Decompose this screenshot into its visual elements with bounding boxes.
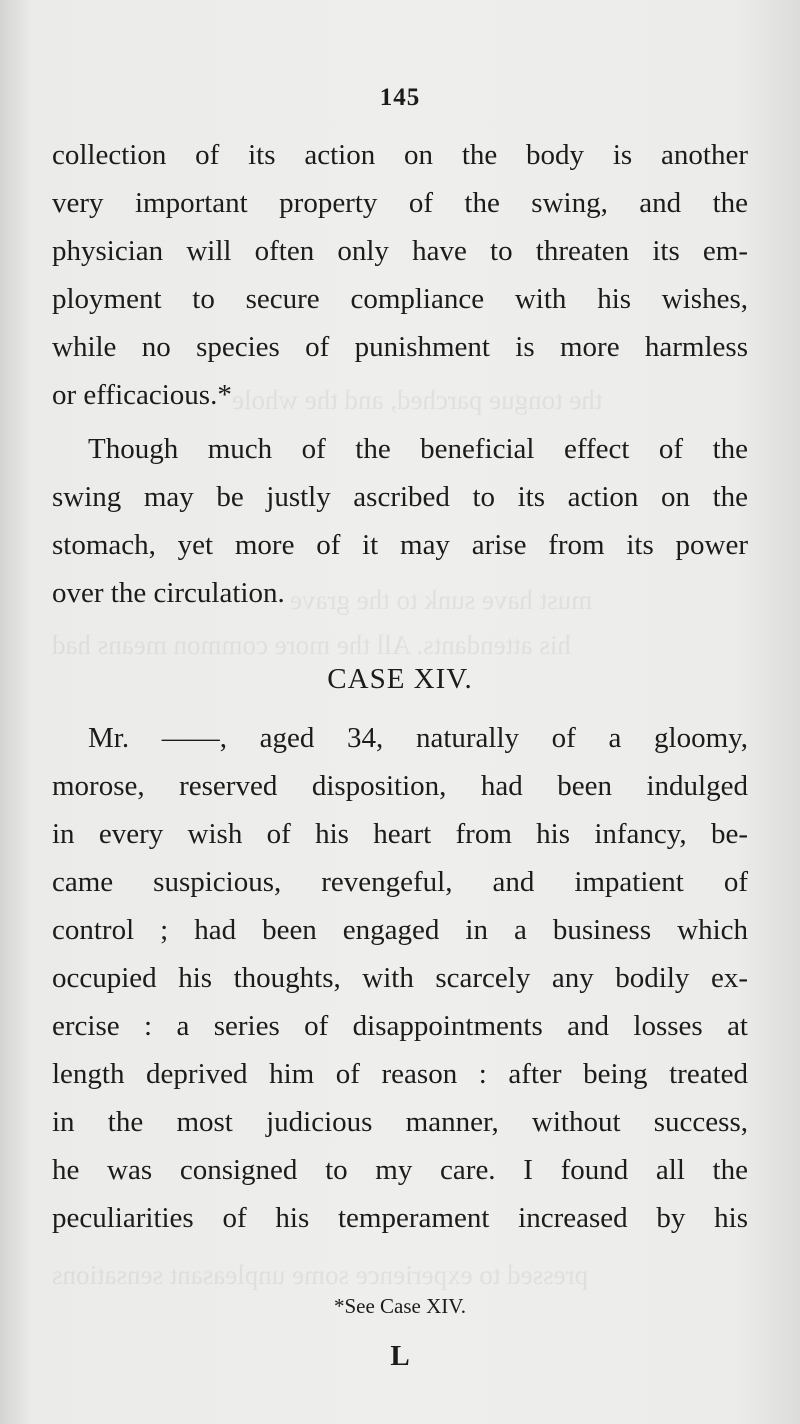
case-heading: CASE XIV. <box>327 663 473 695</box>
text-line: morose, reserved disposition, had been indulged <box>52 770 748 802</box>
paragraph-3 <box>52 714 748 1242</box>
text-line: length deprived him of reason : after being treated <box>52 1058 748 1090</box>
paragraph-2 <box>52 425 748 617</box>
text-line: in the most judicious manner, without success, <box>52 1106 748 1138</box>
bleed-through-text: his attendants. All the more common means had <box>52 630 571 660</box>
text-line: ployment to secure compliance with his wishes, <box>52 283 748 315</box>
text-line: swing may be justly ascribed to its action on the <box>52 481 748 513</box>
bleed-through-text: the tongue parched, and the whole <box>232 385 603 415</box>
text-line: came suspicious, revengeful, and impatient of <box>52 866 748 898</box>
text-line: in every wish of his heart from his infancy, be- <box>52 818 748 850</box>
text-line: very important property of the swing, and the <box>52 187 748 219</box>
text-line: Mr. ——, aged 34, naturally of a gloomy, <box>88 722 748 754</box>
footnote: *See Case XIV. <box>333 1294 466 1318</box>
text-line: occupied his thoughts, with scarcely any bodily ex- <box>52 962 748 994</box>
text-line: stomach, yet more of it may arise from its power <box>52 529 748 561</box>
text-line: over the circulation. <box>52 577 285 609</box>
text-line: peculiarities of his temperament increased by his <box>52 1202 748 1234</box>
text-line: while no species of punishment is more harmless <box>52 331 748 363</box>
signature-mark: L <box>390 1340 410 1372</box>
text-line: he was consigned to my care. I found all the <box>52 1154 748 1186</box>
text-line: collection of its action on the body is another <box>52 139 748 171</box>
text-line: ercise : a series of disappointments and losses at <box>52 1010 748 1042</box>
bleed-through-text: pressed to experience some unpleasant sensations <box>52 1260 589 1290</box>
text-line: physician will often only have to threaten its em- <box>52 235 748 267</box>
bleed-through-text: must have sunk to the grave <box>290 585 593 615</box>
text-line: or efficacious.* <box>52 379 232 411</box>
text-line: control ; had been engaged in a business which <box>52 914 748 946</box>
text-line: Though much of the beneficial effect of the <box>88 433 748 465</box>
page-number: 145 <box>379 84 421 111</box>
paragraph-1 <box>52 131 748 419</box>
